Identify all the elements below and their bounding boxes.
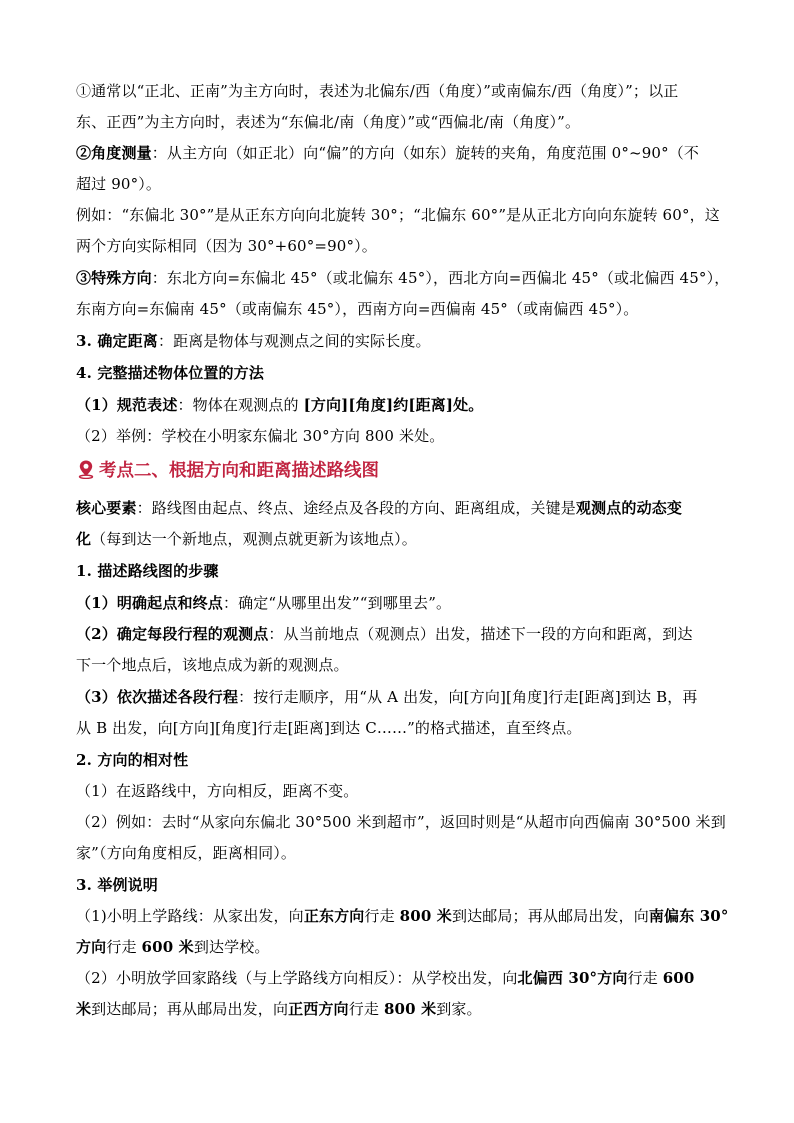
distance-line: [76, 330, 726, 352]
standard-expression-text: ：物体在观测点的: [177, 396, 304, 414]
direction-rule-line-2: 东、正西”为主方向时，表述为“东偏北/南（角度）”或“西偏北/南（角度）”。: [76, 113, 581, 131]
step-1-text: ：确定“从哪里出发”“到哪里去”。: [222, 594, 452, 612]
home-route-line-2: [76, 998, 726, 1020]
route-distance: 800 米: [399, 907, 452, 925]
route-text: 到达邮局；再从邮局出发，向: [451, 907, 649, 925]
core-elements-note: （每到达一个新地点，观测点就更新为该地点）。: [91, 530, 417, 548]
special-direction-line-2: 东南方向=东偏南 45°（或南偏东 45°），西南方向=西偏南 45°（或南偏西 45°）。: [76, 300, 639, 318]
section-heading: [76, 458, 379, 484]
route-text: 行走: [364, 907, 400, 925]
distance-label: 3. 确定距离: [76, 332, 158, 350]
route-text: 行走: [348, 1000, 384, 1018]
step-3-label: （3）依次描述各段行程: [76, 688, 239, 706]
step-2-line-2: 下一个地点后，该地点成为新的观测点。: [76, 656, 349, 674]
core-elements-key: 观测点的动态变: [575, 499, 683, 517]
core-elements-line-1: [76, 497, 726, 519]
angle-measure-line-1: [76, 142, 726, 164]
step-3-line-2: 从 B 出发，向[方向][角度]行走[距离]到达 C……”的格式描述，直至终点。: [76, 719, 582, 737]
angle-measure-text: ：从主方向（如正北）向“偏”的方向（如东）旋转的夹角，角度范围 0°~90°（不: [151, 144, 700, 162]
special-direction-label: ③特殊方向: [76, 269, 152, 287]
special-direction-text: ：东北方向=东偏北 45°（或北偏东 45°），西北方向=西偏北 45°（或北偏西 45°），: [151, 269, 730, 287]
route-direction: 方向: [76, 938, 107, 956]
direction-rule-line-1: ①通常以“正北、正南”为主方向时，表述为北偏东/西（角度）”或南偏东/西（角度）”；以正: [76, 82, 679, 100]
step-3-text: ：按行走顺序，用“从 A 出发，向[方向][角度]行走[距离]到达 B，再: [238, 688, 698, 706]
route-steps-title: 1. 描述路线图的步骤: [76, 562, 219, 580]
route-text: 到达学校。: [193, 938, 270, 956]
step-1-label: （1）明确起点和终点: [76, 594, 223, 612]
full-description-title: 4. 完整描述物体位置的方法: [76, 364, 264, 382]
step-2-label: （2）确定每段行程的观测点: [76, 625, 269, 643]
route-distance: 600 米: [141, 938, 194, 956]
standard-expression-format: [方向][角度]约[距离]处。: [303, 396, 484, 414]
school-route-line-1: [76, 905, 729, 927]
example-line-2: 两个方向实际相同（因为 30°+60°=90°）。: [76, 237, 377, 255]
route-text: 到家。: [436, 1000, 482, 1018]
route-direction: 南偏东 30°: [648, 907, 729, 925]
angle-measure-line-2: 超过 90°）。: [76, 175, 162, 193]
example-line-1: 例如：“东偏北 30°”是从正东方向向北旋转 30°；“北偏东 60°”是从正北方向向东旋转 60°，这: [76, 206, 720, 224]
step-3-line-1: [76, 686, 726, 708]
angle-measure-label: ②角度测量: [76, 144, 152, 162]
example-school-line: （2）举例：学校在小明家东偏北 30°方向 800 米处。: [76, 427, 445, 445]
route-distance: 米: [76, 1000, 92, 1018]
example-title: 3. 举例说明: [76, 876, 158, 894]
route-text: 行走: [106, 938, 142, 956]
step-1-line: [76, 592, 726, 614]
special-direction-line-1: [76, 267, 730, 289]
step-2-text: ：从当前地点（观测点）出发，描述下一段的方向和距离，到达: [268, 625, 693, 643]
route-distance: 800 米: [383, 1000, 437, 1018]
core-elements-text: ：路线图由起点、终点、途经点及各段的方向、距离组成，关键是: [136, 499, 576, 517]
route-text: （1)小明上学路线：从家出发，向: [76, 907, 304, 925]
school-route-line-2: [76, 936, 726, 958]
route-text: 行走: [627, 969, 663, 987]
step-2-line-1: [76, 623, 726, 645]
route-direction: 正东方向: [303, 907, 365, 925]
route-distance: 600: [662, 969, 695, 987]
relativity-example-line-1: （2）例如：去时“从家向东偏北 30°500 米到超市”，返回时则是“从超市向西偏南 30°500 米到: [76, 813, 726, 831]
route-direction: 北偏西 30°方向: [517, 969, 628, 987]
location-pin-icon: [76, 459, 96, 479]
core-elements-label: 核心要素: [76, 499, 137, 517]
relativity-rule-line: （1）在返路线中，方向相反，距离不变。: [76, 782, 359, 800]
standard-expression-line: [76, 394, 726, 416]
section-heading-text: 考点二、根据方向和距离描述路线图: [99, 461, 379, 481]
core-elements-key-end: 化: [76, 530, 92, 548]
relativity-example-line-2: 家”（方向角度相反，距离相同）。: [76, 844, 297, 862]
route-text: （2）小明放学回家路线（与上学路线方向相反）：从学校出发，向: [76, 969, 518, 987]
route-text: 到达邮局；再从邮局出发，向: [91, 1000, 289, 1018]
relativity-title: 2. 方向的相对性: [76, 751, 189, 769]
distance-text: ：距离是物体与观测点之间的实际长度。: [157, 332, 431, 350]
standard-expression-label: （1）规范表述: [76, 396, 178, 414]
core-elements-line-2: [76, 528, 726, 550]
route-direction: 正西方向: [288, 1000, 349, 1018]
home-route-line-1: [76, 967, 726, 989]
